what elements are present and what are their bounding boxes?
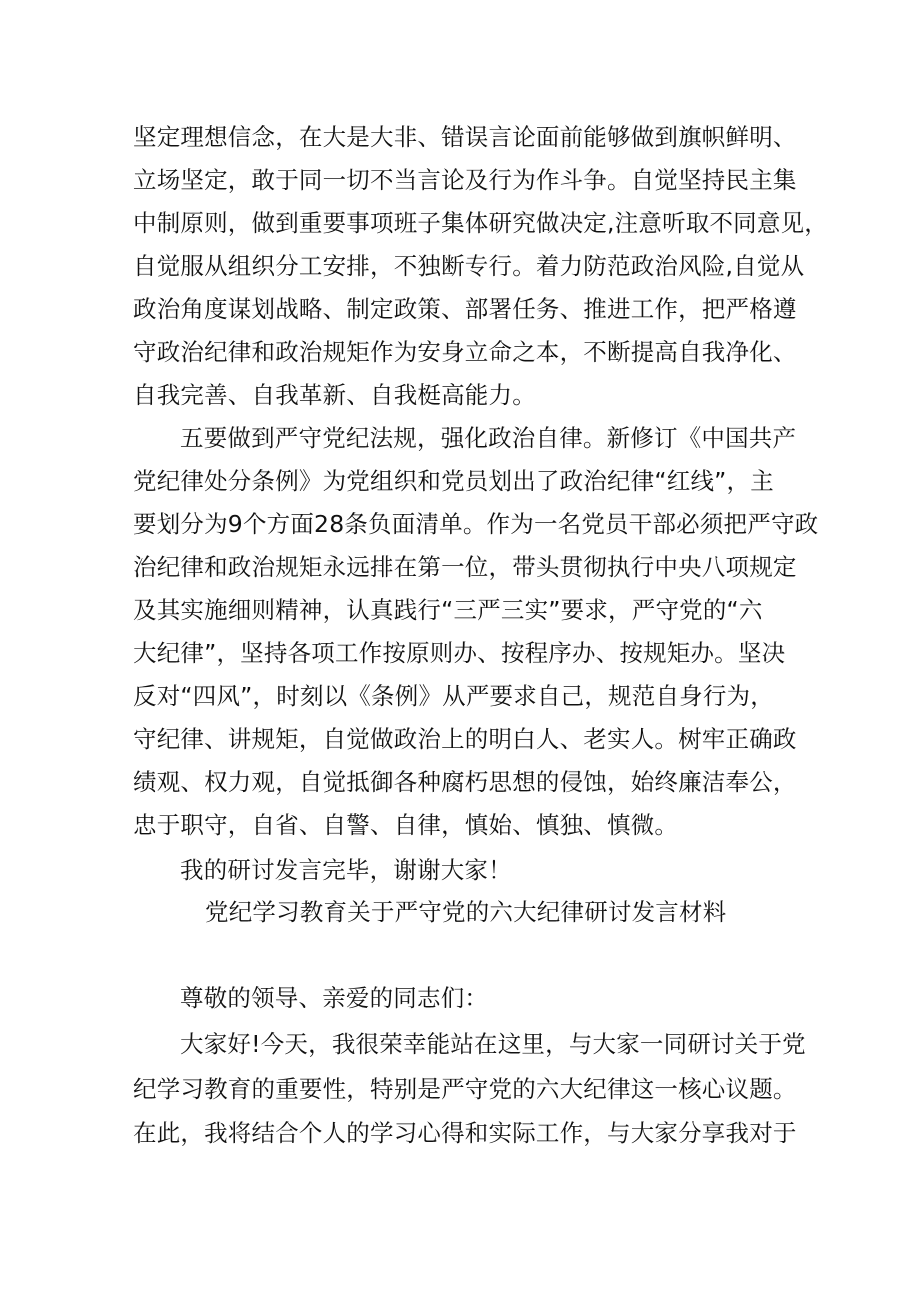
- text-line: 政治角度谋划战略、制定政策、部署任务、推进工作，把严格遵: [133, 295, 797, 323]
- text-line: 要划分为9个方面28条负面清单。作为一名党员干部必须把严守政: [133, 510, 819, 538]
- text-line: 反对“四风”，时刻以《条例》从严要求自己，规范自身行为，: [133, 682, 774, 710]
- paragraph-start: 五要做到严守党纪法规，强化政治自律。新修订《中国共产: [180, 424, 797, 452]
- text-line: 立场坚定，敢于同一切不当言论及行为作斗争。自觉坚持民主集: [133, 166, 797, 194]
- text-line: 守政治纪律和政治规矩作为安身立命之本，不断提高自我净化、: [133, 338, 797, 366]
- text-line: 中制原则，做到重要事项班子集体研究做决定,注意听取不同意见，: [133, 209, 828, 237]
- paragraph-start: 大家好!今天，我很荣幸能站在这里，与大家一同研讨关于党: [180, 1030, 806, 1058]
- text-line: 忠于职守，自省、自警、自律，慎始、慎独、慎微。: [133, 811, 679, 839]
- text-line: 坚定理想信念，在大是大非、错误言论面前能够做到旗帜鲜明、: [133, 123, 797, 151]
- text-line: 纪学习教育的重要性，特别是严守党的六大纪律这一核心议题。: [133, 1075, 797, 1103]
- text-line: 治纪律和政治规矩永远排在第一位，带头贯彻执行中央八项规定: [133, 553, 797, 581]
- closing-remark: 我的研讨发言完毕，谢谢大家！: [180, 856, 512, 884]
- text-line: 绩观、权力观，自觉抵御各种腐朽思想的侵蚀，始终廉洁奉公，: [133, 768, 797, 796]
- text-line: 守纪律、讲规矩，自觉做政治上的明白人、老实人。树牢正确政: [133, 725, 797, 753]
- salutation: 尊敬的领导、亲爱的同志们：: [180, 984, 489, 1012]
- section-title: 党纪学习教育关于严守党的六大纪律研讨发言材料: [205, 898, 727, 926]
- text-line: 自觉服从组织分工安排，不独断专行。着力防范政治风险,自觉从: [133, 252, 805, 280]
- text-line: 大纪律”，坚持各项工作按原则办、按程序办、按规矩办。坚决: [133, 639, 786, 667]
- text-line: 及其实施细则精神，认真践行“三严三实”要求，严守党的“六: [133, 596, 763, 624]
- text-line: 自我完善、自我革新、自我梃高能力。: [133, 381, 536, 409]
- text-line: 在此，我将结合个人的学习心得和实际工作，与大家分享我对于: [133, 1119, 797, 1147]
- text-line: 党纪律处分条例》为党组织和党员划出了政治纪律“红线”，主: [133, 467, 774, 495]
